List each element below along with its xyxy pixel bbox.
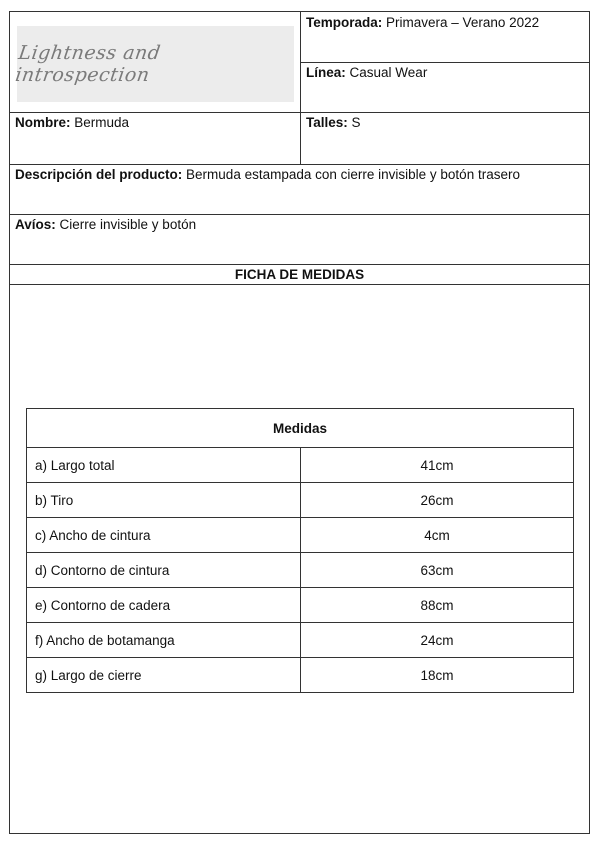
divider [300,12,301,164]
divider [10,264,589,265]
measure-label: f) Ancho de botamanga [27,623,301,658]
avios-label: Avíos: [15,217,56,232]
table-row [27,483,574,518]
talles-label: Talles: [306,115,348,130]
brand-logo-text: Lightness and introspection [13,42,163,86]
table-row [27,518,574,553]
measure-label: a) Largo total [27,448,301,483]
descripcion-label: Descripción del producto: [15,167,183,182]
temporada-value: Primavera – Verano 2022 [386,15,540,30]
table-row [27,588,574,623]
talles-value: S [351,115,361,130]
divider [10,164,589,165]
table-row [27,623,574,658]
divider [10,284,589,285]
ficha-title: FICHA DE MEDIDAS [234,267,365,282]
product-sheet [9,11,590,834]
measure-value: 41cm [301,448,574,483]
nombre-value: Bermuda [74,115,130,130]
nombre-field [15,115,129,130]
measure-value: 24cm [301,623,574,658]
talles-field [306,115,361,130]
measure-label: e) Contorno de cadera [27,588,301,623]
measure-value: 88cm [301,588,574,623]
table-header-row [27,409,574,448]
table-row [27,553,574,588]
measure-value: 63cm [301,553,574,588]
table-row [27,448,574,483]
measure-value: 18cm [301,658,574,693]
measure-label: d) Contorno de cintura [27,553,301,588]
linea-field [306,65,427,80]
measure-value: 4cm [301,518,574,553]
temporada-label: Temporada: [306,15,383,30]
avios-value: Cierre invisible y botón [59,217,197,232]
medidas-table [26,408,574,693]
descripcion-value: Bermuda estampada con cierre invisible y botón trasero [186,167,520,182]
measure-value: 26cm [301,483,574,518]
medidas-header: Medidas [27,409,574,448]
linea-value: Casual Wear [349,65,428,80]
divider [300,62,590,63]
brand-logo [13,26,294,102]
measure-label: g) Largo de cierre [27,658,301,693]
table-row [27,658,574,693]
nombre-label: Nombre: [15,115,71,130]
descripcion-field [15,167,520,182]
divider [10,214,589,215]
avios-field [15,217,196,232]
measure-label: c) Ancho de cintura [27,518,301,553]
linea-label: Línea: [306,65,346,80]
measure-label: b) Tiro [27,483,301,518]
temporada-field [306,15,539,30]
